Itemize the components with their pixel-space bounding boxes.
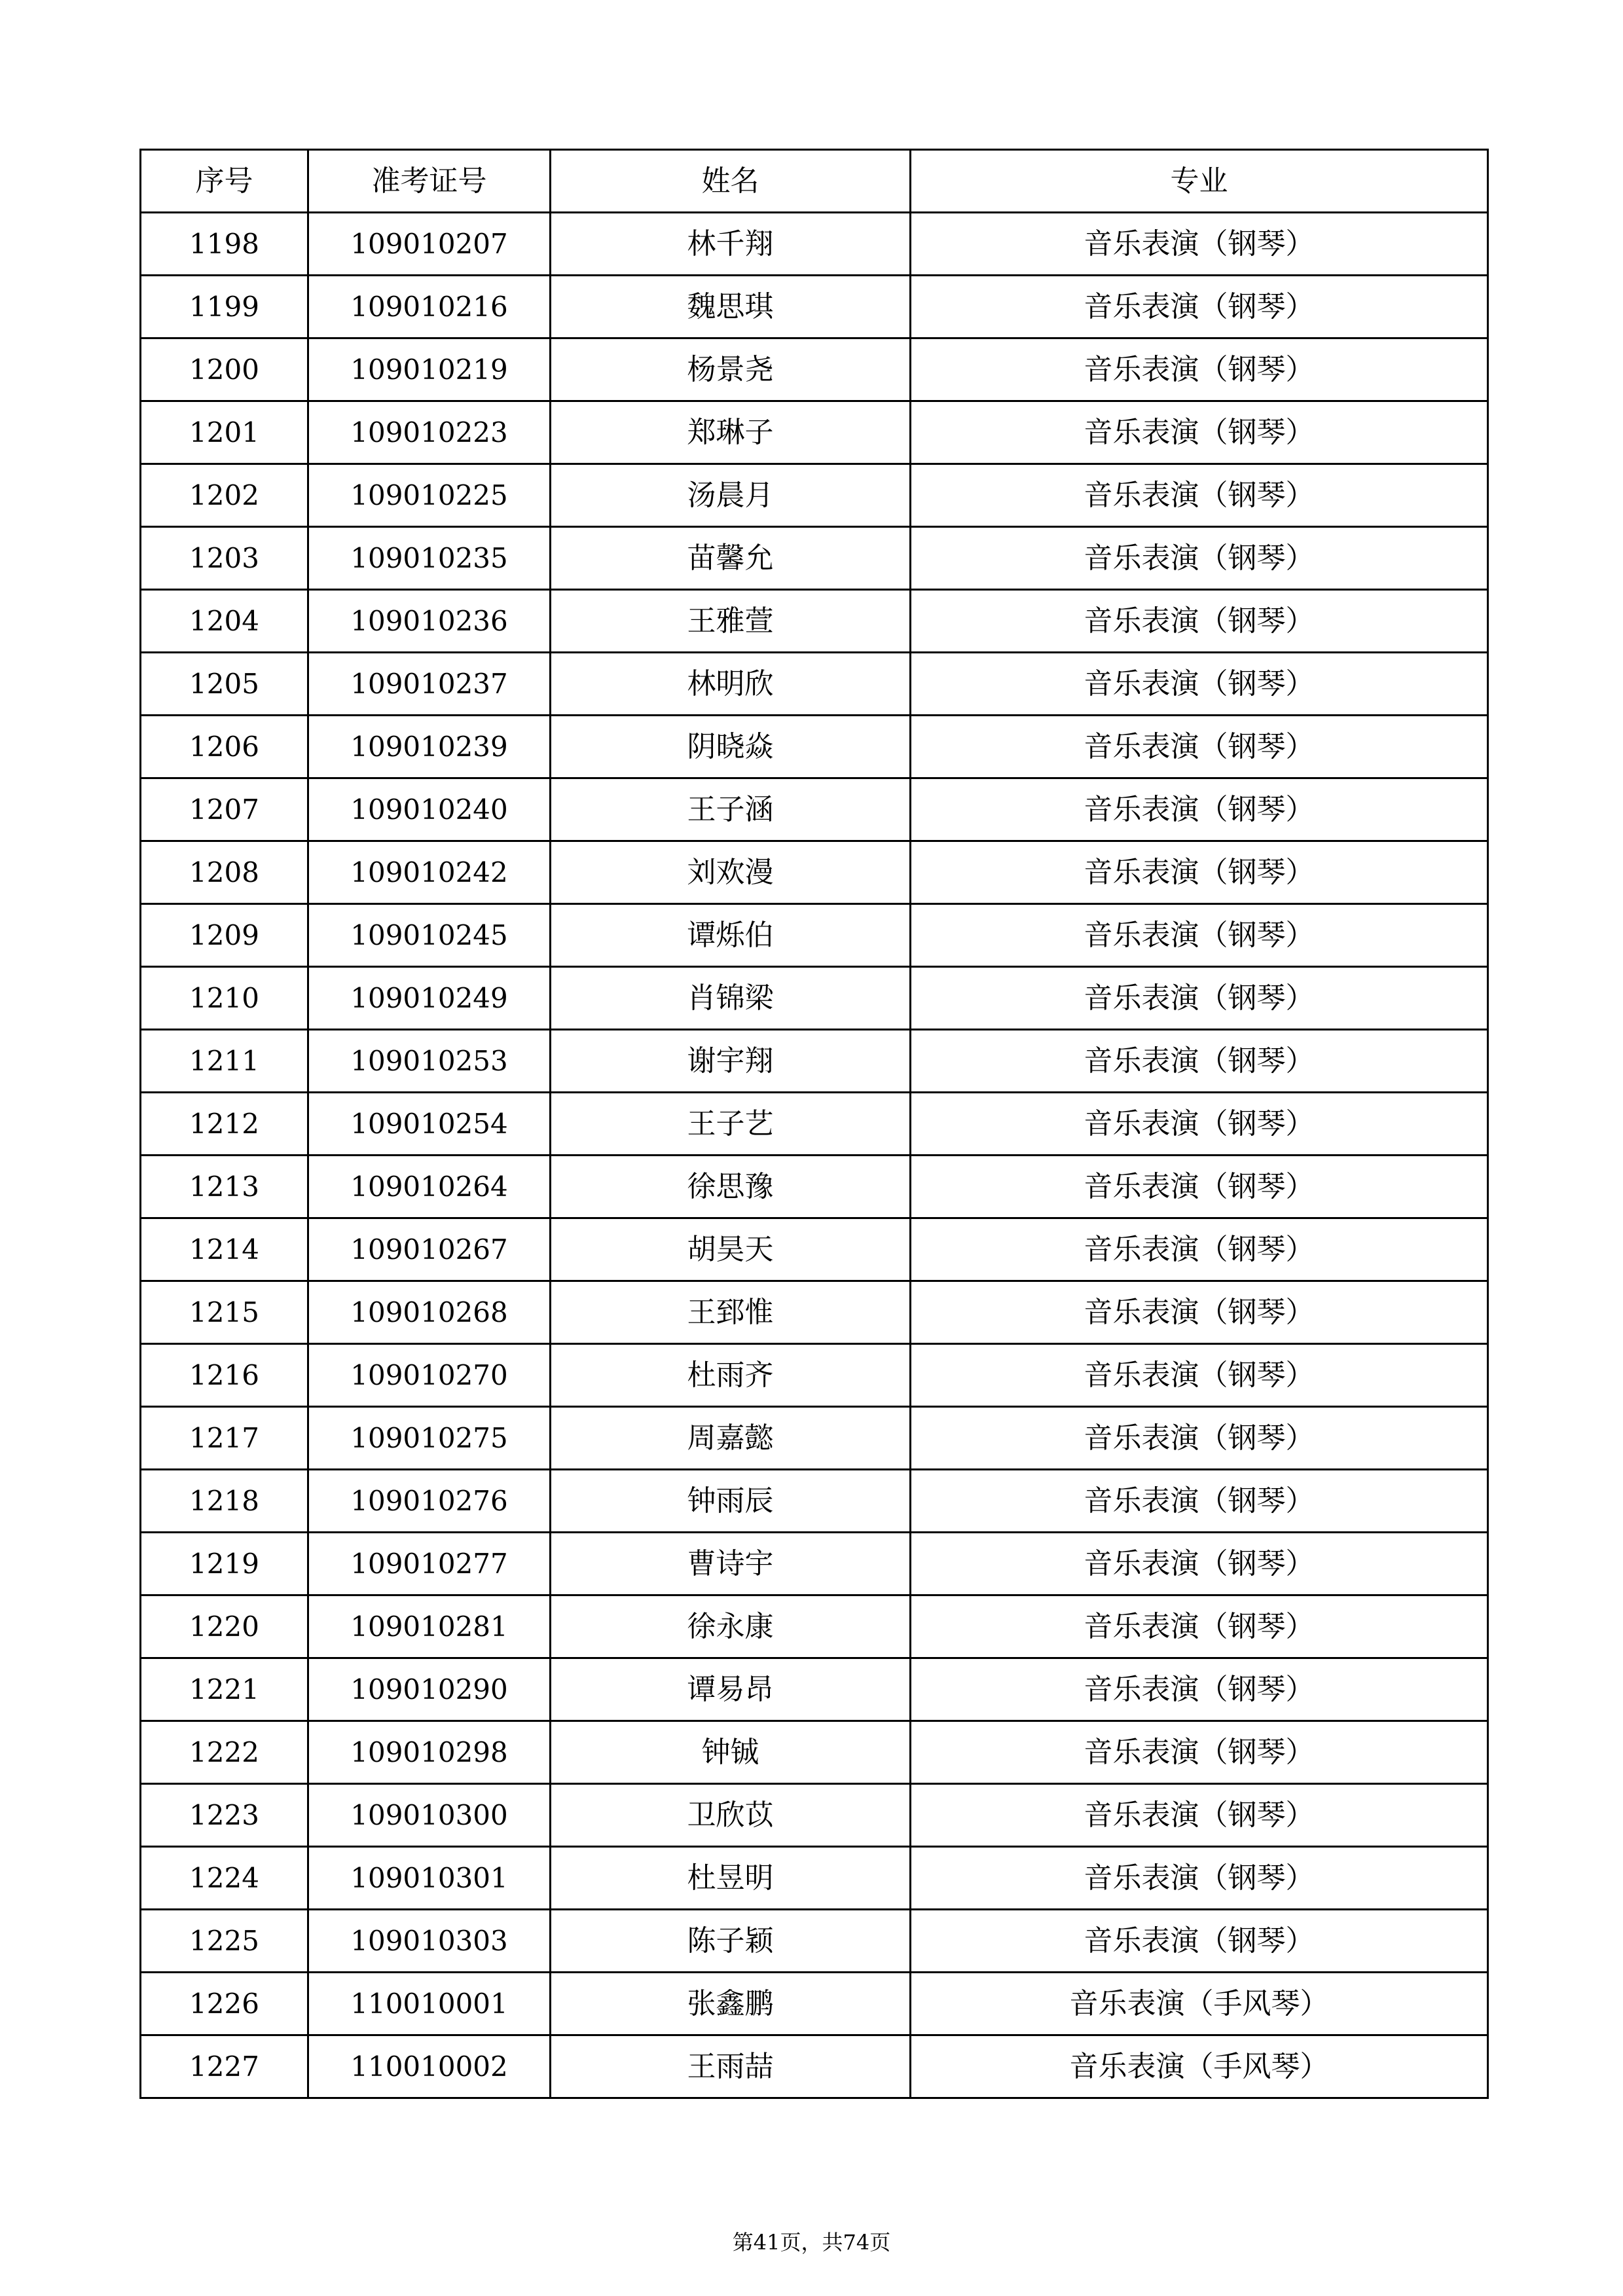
cell-exam-id: 109010207 bbox=[308, 213, 551, 276]
header-name: 姓名 bbox=[551, 150, 911, 213]
cell-name: 徐思豫 bbox=[551, 1156, 911, 1218]
table-row bbox=[141, 1595, 1488, 1658]
cell-major: 音乐表演（钢琴） bbox=[911, 1595, 1488, 1658]
cell-major: 音乐表演（钢琴） bbox=[911, 1344, 1488, 1407]
cell-exam-id: 109010242 bbox=[308, 841, 551, 904]
cell-name: 谭烁伯 bbox=[551, 904, 911, 967]
cell-name: 钟铖 bbox=[551, 1721, 911, 1784]
cell-seq: 1221 bbox=[141, 1658, 308, 1721]
cell-exam-id: 109010219 bbox=[308, 338, 551, 401]
cell-exam-id: 109010253 bbox=[308, 1030, 551, 1093]
cell-name: 汤晨月 bbox=[551, 464, 911, 527]
cell-seq: 1205 bbox=[141, 653, 308, 716]
cell-name: 王子涵 bbox=[551, 778, 911, 841]
cell-major: 音乐表演（钢琴） bbox=[911, 276, 1488, 338]
cell-name: 张鑫鹏 bbox=[551, 1973, 911, 2035]
cell-seq: 1209 bbox=[141, 904, 308, 967]
cell-major: 音乐表演（钢琴） bbox=[911, 527, 1488, 590]
cell-exam-id: 109010225 bbox=[308, 464, 551, 527]
cell-exam-id: 109010268 bbox=[308, 1281, 551, 1344]
cell-name: 林千翔 bbox=[551, 213, 911, 276]
cell-name: 胡昊天 bbox=[551, 1218, 911, 1281]
cell-seq: 1220 bbox=[141, 1595, 308, 1658]
cell-name: 魏思琪 bbox=[551, 276, 911, 338]
cell-seq: 1215 bbox=[141, 1281, 308, 1344]
cell-seq: 1202 bbox=[141, 464, 308, 527]
table-row bbox=[141, 1910, 1488, 1973]
cell-seq: 1222 bbox=[141, 1721, 308, 1784]
cell-name: 谢宇翔 bbox=[551, 1030, 911, 1093]
table-row bbox=[141, 1218, 1488, 1281]
cell-seq: 1207 bbox=[141, 778, 308, 841]
cell-seq: 1206 bbox=[141, 716, 308, 778]
cell-name: 杨景尧 bbox=[551, 338, 911, 401]
cell-name: 肖锦梁 bbox=[551, 967, 911, 1030]
cell-seq: 1224 bbox=[141, 1847, 308, 1910]
cell-major: 音乐表演（钢琴） bbox=[911, 1470, 1488, 1533]
cell-exam-id: 109010237 bbox=[308, 653, 551, 716]
cell-seq: 1214 bbox=[141, 1218, 308, 1281]
cell-exam-id: 109010277 bbox=[308, 1533, 551, 1595]
cell-major: 音乐表演（钢琴） bbox=[911, 1658, 1488, 1721]
table-row bbox=[141, 967, 1488, 1030]
cell-name: 杜昱明 bbox=[551, 1847, 911, 1910]
cell-exam-id: 109010249 bbox=[308, 967, 551, 1030]
cell-major: 音乐表演（钢琴） bbox=[911, 1847, 1488, 1910]
cell-seq: 1218 bbox=[141, 1470, 308, 1533]
cell-major: 音乐表演（钢琴） bbox=[911, 1533, 1488, 1595]
table-row bbox=[141, 1721, 1488, 1784]
table-row bbox=[141, 276, 1488, 338]
cell-major: 音乐表演（钢琴） bbox=[911, 841, 1488, 904]
cell-major: 音乐表演（钢琴） bbox=[911, 1407, 1488, 1470]
table-row bbox=[141, 653, 1488, 716]
cell-seq: 1226 bbox=[141, 1973, 308, 2035]
table-row bbox=[141, 1344, 1488, 1407]
cell-name: 苗馨允 bbox=[551, 527, 911, 590]
page-footer bbox=[0, 2226, 1623, 2256]
cell-exam-id: 109010239 bbox=[308, 716, 551, 778]
cell-exam-id: 109010270 bbox=[308, 1344, 551, 1407]
cell-name: 陈子颖 bbox=[551, 1910, 911, 1973]
table-row bbox=[141, 213, 1488, 276]
cell-major: 音乐表演（钢琴） bbox=[911, 213, 1488, 276]
cell-major: 音乐表演（钢琴） bbox=[911, 1721, 1488, 1784]
cell-major: 音乐表演（钢琴） bbox=[911, 464, 1488, 527]
cell-major: 音乐表演（钢琴） bbox=[911, 967, 1488, 1030]
cell-major: 音乐表演（钢琴） bbox=[911, 1156, 1488, 1218]
footer-total-pages: 74 bbox=[843, 2230, 870, 2255]
cell-exam-id: 109010240 bbox=[308, 778, 551, 841]
roster-table bbox=[139, 149, 1489, 2099]
cell-seq: 1199 bbox=[141, 276, 308, 338]
cell-major: 音乐表演（钢琴） bbox=[911, 1093, 1488, 1156]
cell-seq: 1227 bbox=[141, 2035, 308, 2098]
cell-name: 王雅萱 bbox=[551, 590, 911, 653]
cell-name: 阴晓焱 bbox=[551, 716, 911, 778]
table-row bbox=[141, 904, 1488, 967]
cell-major: 音乐表演（钢琴） bbox=[911, 401, 1488, 464]
table-row bbox=[141, 716, 1488, 778]
table-row bbox=[141, 778, 1488, 841]
cell-exam-id: 110010002 bbox=[308, 2035, 551, 2098]
cell-exam-id: 109010235 bbox=[308, 527, 551, 590]
cell-exam-id: 110010001 bbox=[308, 1973, 551, 2035]
cell-name: 林明欣 bbox=[551, 653, 911, 716]
table-row bbox=[141, 1847, 1488, 1910]
cell-name: 王雨喆 bbox=[551, 2035, 911, 2098]
cell-seq: 1201 bbox=[141, 401, 308, 464]
cell-exam-id: 109010267 bbox=[308, 1218, 551, 1281]
cell-seq: 1225 bbox=[141, 1910, 308, 1973]
cell-seq: 1216 bbox=[141, 1344, 308, 1407]
cell-seq: 1213 bbox=[141, 1156, 308, 1218]
cell-exam-id: 109010276 bbox=[308, 1470, 551, 1533]
cell-seq: 1198 bbox=[141, 213, 308, 276]
cell-name: 郑琳子 bbox=[551, 401, 911, 464]
table-row bbox=[141, 1281, 1488, 1344]
cell-name: 王郅惟 bbox=[551, 1281, 911, 1344]
table-row bbox=[141, 1470, 1488, 1533]
table-row bbox=[141, 2035, 1488, 2098]
cell-name: 王子艺 bbox=[551, 1093, 911, 1156]
cell-seq: 1200 bbox=[141, 338, 308, 401]
header-seq: 序号 bbox=[141, 150, 308, 213]
table-row bbox=[141, 1093, 1488, 1156]
cell-seq: 1217 bbox=[141, 1407, 308, 1470]
table-row bbox=[141, 1973, 1488, 2035]
cell-exam-id: 109010301 bbox=[308, 1847, 551, 1910]
header-exam-id: 准考证号 bbox=[308, 150, 551, 213]
cell-seq: 1208 bbox=[141, 841, 308, 904]
cell-name: 卫欣苡 bbox=[551, 1784, 911, 1847]
footer-current-page: 41 bbox=[753, 2230, 780, 2255]
footer-prefix: 第 bbox=[732, 2230, 754, 2255]
table-row bbox=[141, 590, 1488, 653]
table-row bbox=[141, 1156, 1488, 1218]
table-row bbox=[141, 527, 1488, 590]
cell-major: 音乐表演（钢琴） bbox=[911, 904, 1488, 967]
cell-name: 徐永康 bbox=[551, 1595, 911, 1658]
cell-exam-id: 109010290 bbox=[308, 1658, 551, 1721]
cell-exam-id: 109010298 bbox=[308, 1721, 551, 1784]
cell-major: 音乐表演（钢琴） bbox=[911, 778, 1488, 841]
cell-exam-id: 109010216 bbox=[308, 276, 551, 338]
cell-exam-id: 109010254 bbox=[308, 1093, 551, 1156]
cell-exam-id: 109010281 bbox=[308, 1595, 551, 1658]
cell-name: 刘欢漫 bbox=[551, 841, 911, 904]
header-major: 专业 bbox=[911, 150, 1488, 213]
header-row bbox=[141, 150, 1488, 213]
cell-major: 音乐表演（手风琴） bbox=[911, 2035, 1488, 2098]
table-row bbox=[141, 401, 1488, 464]
cell-exam-id: 109010245 bbox=[308, 904, 551, 967]
cell-seq: 1210 bbox=[141, 967, 308, 1030]
cell-major: 音乐表演（钢琴） bbox=[911, 338, 1488, 401]
table-row bbox=[141, 1407, 1488, 1470]
cell-major: 音乐表演（钢琴） bbox=[911, 1784, 1488, 1847]
cell-exam-id: 109010223 bbox=[308, 401, 551, 464]
cell-major: 音乐表演（钢琴） bbox=[911, 1910, 1488, 1973]
table-row bbox=[141, 1533, 1488, 1595]
cell-seq: 1211 bbox=[141, 1030, 308, 1093]
cell-major: 音乐表演（手风琴） bbox=[911, 1973, 1488, 2035]
cell-name: 曹诗宇 bbox=[551, 1533, 911, 1595]
cell-exam-id: 109010300 bbox=[308, 1784, 551, 1847]
table-row bbox=[141, 464, 1488, 527]
table-row bbox=[141, 1784, 1488, 1847]
cell-seq: 1212 bbox=[141, 1093, 308, 1156]
footer-suffix: 页 bbox=[869, 2230, 891, 2255]
cell-exam-id: 109010275 bbox=[308, 1407, 551, 1470]
cell-name: 钟雨辰 bbox=[551, 1470, 911, 1533]
cell-exam-id: 109010303 bbox=[308, 1910, 551, 1973]
table-row bbox=[141, 1030, 1488, 1093]
roster-body bbox=[141, 213, 1488, 2098]
cell-exam-id: 109010264 bbox=[308, 1156, 551, 1218]
cell-name: 谭易昂 bbox=[551, 1658, 911, 1721]
cell-major: 音乐表演（钢琴） bbox=[911, 1281, 1488, 1344]
cell-major: 音乐表演（钢琴） bbox=[911, 1218, 1488, 1281]
cell-seq: 1219 bbox=[141, 1533, 308, 1595]
cell-seq: 1223 bbox=[141, 1784, 308, 1847]
cell-major: 音乐表演（钢琴） bbox=[911, 590, 1488, 653]
footer-middle: 页，共 bbox=[780, 2230, 843, 2255]
cell-major: 音乐表演（钢琴） bbox=[911, 1030, 1488, 1093]
cell-major: 音乐表演（钢琴） bbox=[911, 653, 1488, 716]
cell-name: 杜雨齐 bbox=[551, 1344, 911, 1407]
cell-seq: 1203 bbox=[141, 527, 308, 590]
cell-exam-id: 109010236 bbox=[308, 590, 551, 653]
table-row bbox=[141, 338, 1488, 401]
table-row bbox=[141, 841, 1488, 904]
cell-seq: 1204 bbox=[141, 590, 308, 653]
cell-major: 音乐表演（钢琴） bbox=[911, 716, 1488, 778]
cell-name: 周嘉懿 bbox=[551, 1407, 911, 1470]
table-row bbox=[141, 1658, 1488, 1721]
